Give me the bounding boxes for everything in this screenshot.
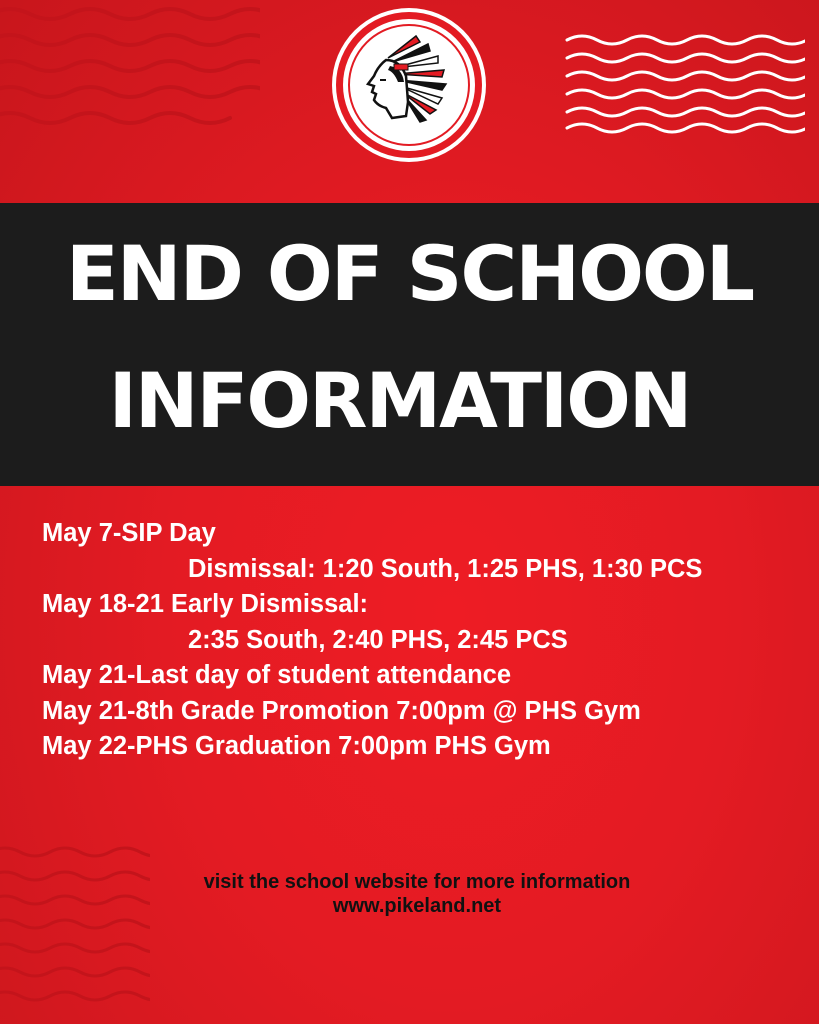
event-line: May 7-SIP Day — [42, 519, 216, 547]
footer-website: www.pikeland.net — [332, 895, 502, 917]
event-list — [42, 516, 802, 765]
wavy-lines-top-left — [0, 0, 260, 150]
page-title-line-1: END OF SCHOOL — [65, 229, 754, 318]
event-line: May 22-PHS Graduation 7:00pm PHS Gym — [42, 732, 551, 760]
event-line: 2:35 South, 2:40 PHS, 2:45 PCS — [188, 625, 568, 654]
title-banner — [0, 203, 819, 486]
event-line: May 21-8th Grade Promotion 7:00pm @ PHS Gym — [42, 696, 641, 725]
wavy-lines-bottom-left — [0, 840, 150, 1010]
event-line: May 21-Last day of student attendance — [42, 661, 512, 689]
school-mascot-seal-icon — [328, 6, 490, 164]
event-line: Dismissal: 1:20 South, 1:25 PHS, 1:30 PCS — [188, 554, 703, 583]
wavy-lines-top-right — [565, 30, 805, 135]
event-line: May 18-21 Early Dismissal: — [42, 590, 369, 618]
footer-note: visit the school website for more information — [203, 871, 631, 893]
page-title-line-2: INFORMATION — [108, 356, 691, 445]
